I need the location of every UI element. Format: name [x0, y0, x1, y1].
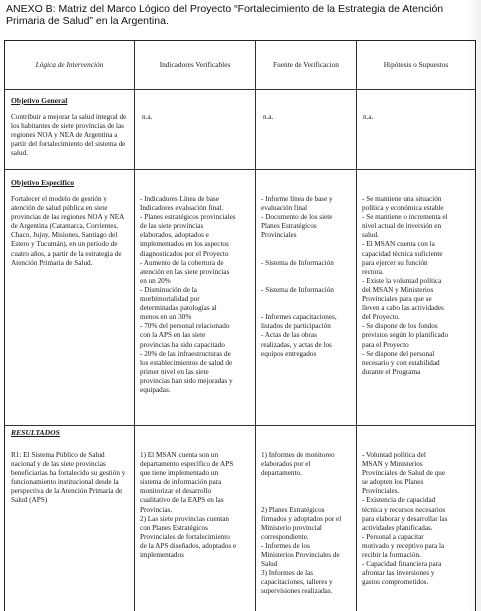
general-sources: n.a. [263, 113, 274, 121]
specific-sources: - Informe línea de base y evaluación final - Documento de los siete Planes Estratégicos Provinciales - Sistema de Información - Sistema de Información - Informes capacitaciones, listados de participación - Actas de las obras realizadas, y actas de los equipos entregados [261, 195, 337, 358]
section-label-general: Objetivo General [11, 96, 68, 105]
heading-line-1: ANEXO B: Matriz del Marco Lógico del Proyecto “Fortalecimiento de la Estrategia de Atención [6, 3, 444, 15]
results-assumptions: - Voluntad política del MSAN y Ministerios Provinciales de Salud de que se adopten los Planes Provinciales. - Existencia de capacidad técnica y recursos necesarios para elaborar y desarrollar las actividades planificadas. - Personal a capacitar motivado y receptivo para la recibir la formación. - Capacidad financiera para afrontar las inversiones y gastos comprometidos. [362, 451, 448, 587]
section-label-results: RESULTADOS [11, 428, 60, 437]
document-heading [6, 3, 476, 27]
row-divider [5, 89, 475, 90]
section-label-specific: Objetivo Especifico [11, 178, 75, 187]
general-indicators: n.a. [142, 113, 153, 121]
logical-framework-matrix [4, 40, 476, 611]
results-indicators: 1) El MSAN cuenta son un departamento específico de APS que tiene implementado un sistema de información para monitorizar el desarrollo cualitativo de la EAPS en las Provincias. 2) Las siete provincias cuentan con Planes Estratégicos Provinciales de fortalecimiento de la APS diseñados, adoptados e implementados [140, 451, 237, 560]
row-divider [5, 169, 475, 170]
general-assumptions: n.a. [363, 113, 374, 121]
column-header-logic: Lógica de Intervención [35, 60, 104, 69]
results-sources: 1) Informes de monitoreo elaborados por el departamento. 2) Planes Estratégicos firmados y adoptados por el Ministerio provincial correspondiente. - Informes de los Ministerios Provinciales de Salud 3) Informes de las capacitaciones, talleres y supervisiones realizadas. [261, 451, 342, 596]
specific-assumptions: - Se mantiene una situación política y económica estable - Se mantiene o incrementa el nivel actual de inversión en salud. - El MSAN cuenta con la capacidad técnica suficiente para ejercer su función rectora. - Existe la voluntad política del MSAN y Ministerios Provinciales para que se lleven a cabo las actividades del Proyecto. - Se dispone de los fondos previstos según lo planificado para el Proyecto - Se dispone del personal necesario y con estabilidad durante el Programa [362, 195, 449, 376]
specific-indicators: - Indicadores Línea de base Indicadores evaluación final. - Planes estratégicos provinciales de las siete provincias elaborados, adoptados e implementados en los aspectos diagnosticados por el Proyecto - Aumento de la cobertura de atención en las siete provincias en un 20% - Disminución de la morbimortalidad por determinadas patologías al menos en un 30% - 70% del personal relacionado con la APS en las siete provincias ha sido capacitado - 20% de las infraestructuras de los establecimientos de salud de primer nivel en las siete provincias han sido mejoradas y equipadas. [140, 195, 236, 394]
column-header-assumptions: Hipótesis o Supuestos [383, 60, 449, 69]
specific-logic: Fortalecer el modelo de gestión y atención de salud pública en siete provincias de las regiones NOA y NEA de Argentina (Catamarca, Corrientes, Chaco, Jujuy, Misiones, Santiago del Estero y Tucumán), en un período de cuatro años, a partir de la estrategia de Atención Primaria de Salud. [11, 195, 125, 267]
row-divider [5, 425, 475, 426]
scan-edge-shadow [468, 0, 481, 611]
general-logic: Contribuir a mejorar la salud integral de los habitantes de siete provincias de las regiones NOA y NEA de Argentina a partir del fortalecimiento del sistema de salud. [11, 113, 127, 158]
column-divider [134, 41, 135, 611]
column-header-sources: Fuente de Verificacion [273, 60, 339, 69]
column-divider [356, 41, 357, 611]
results-logic: R1: El Sistema Público de Salud nacional y de las siete provincias beneficiarias ha fortalecido su gestión y funcionamiento institucional desde la perspectiva de la Atención Primaria de Salud (APS) [11, 451, 126, 505]
heading-line-2: Primaria de Salud” en la Argentina. [6, 15, 169, 27]
column-divider [255, 41, 256, 611]
column-header-indicators: Indicadores Verificables [159, 60, 231, 69]
